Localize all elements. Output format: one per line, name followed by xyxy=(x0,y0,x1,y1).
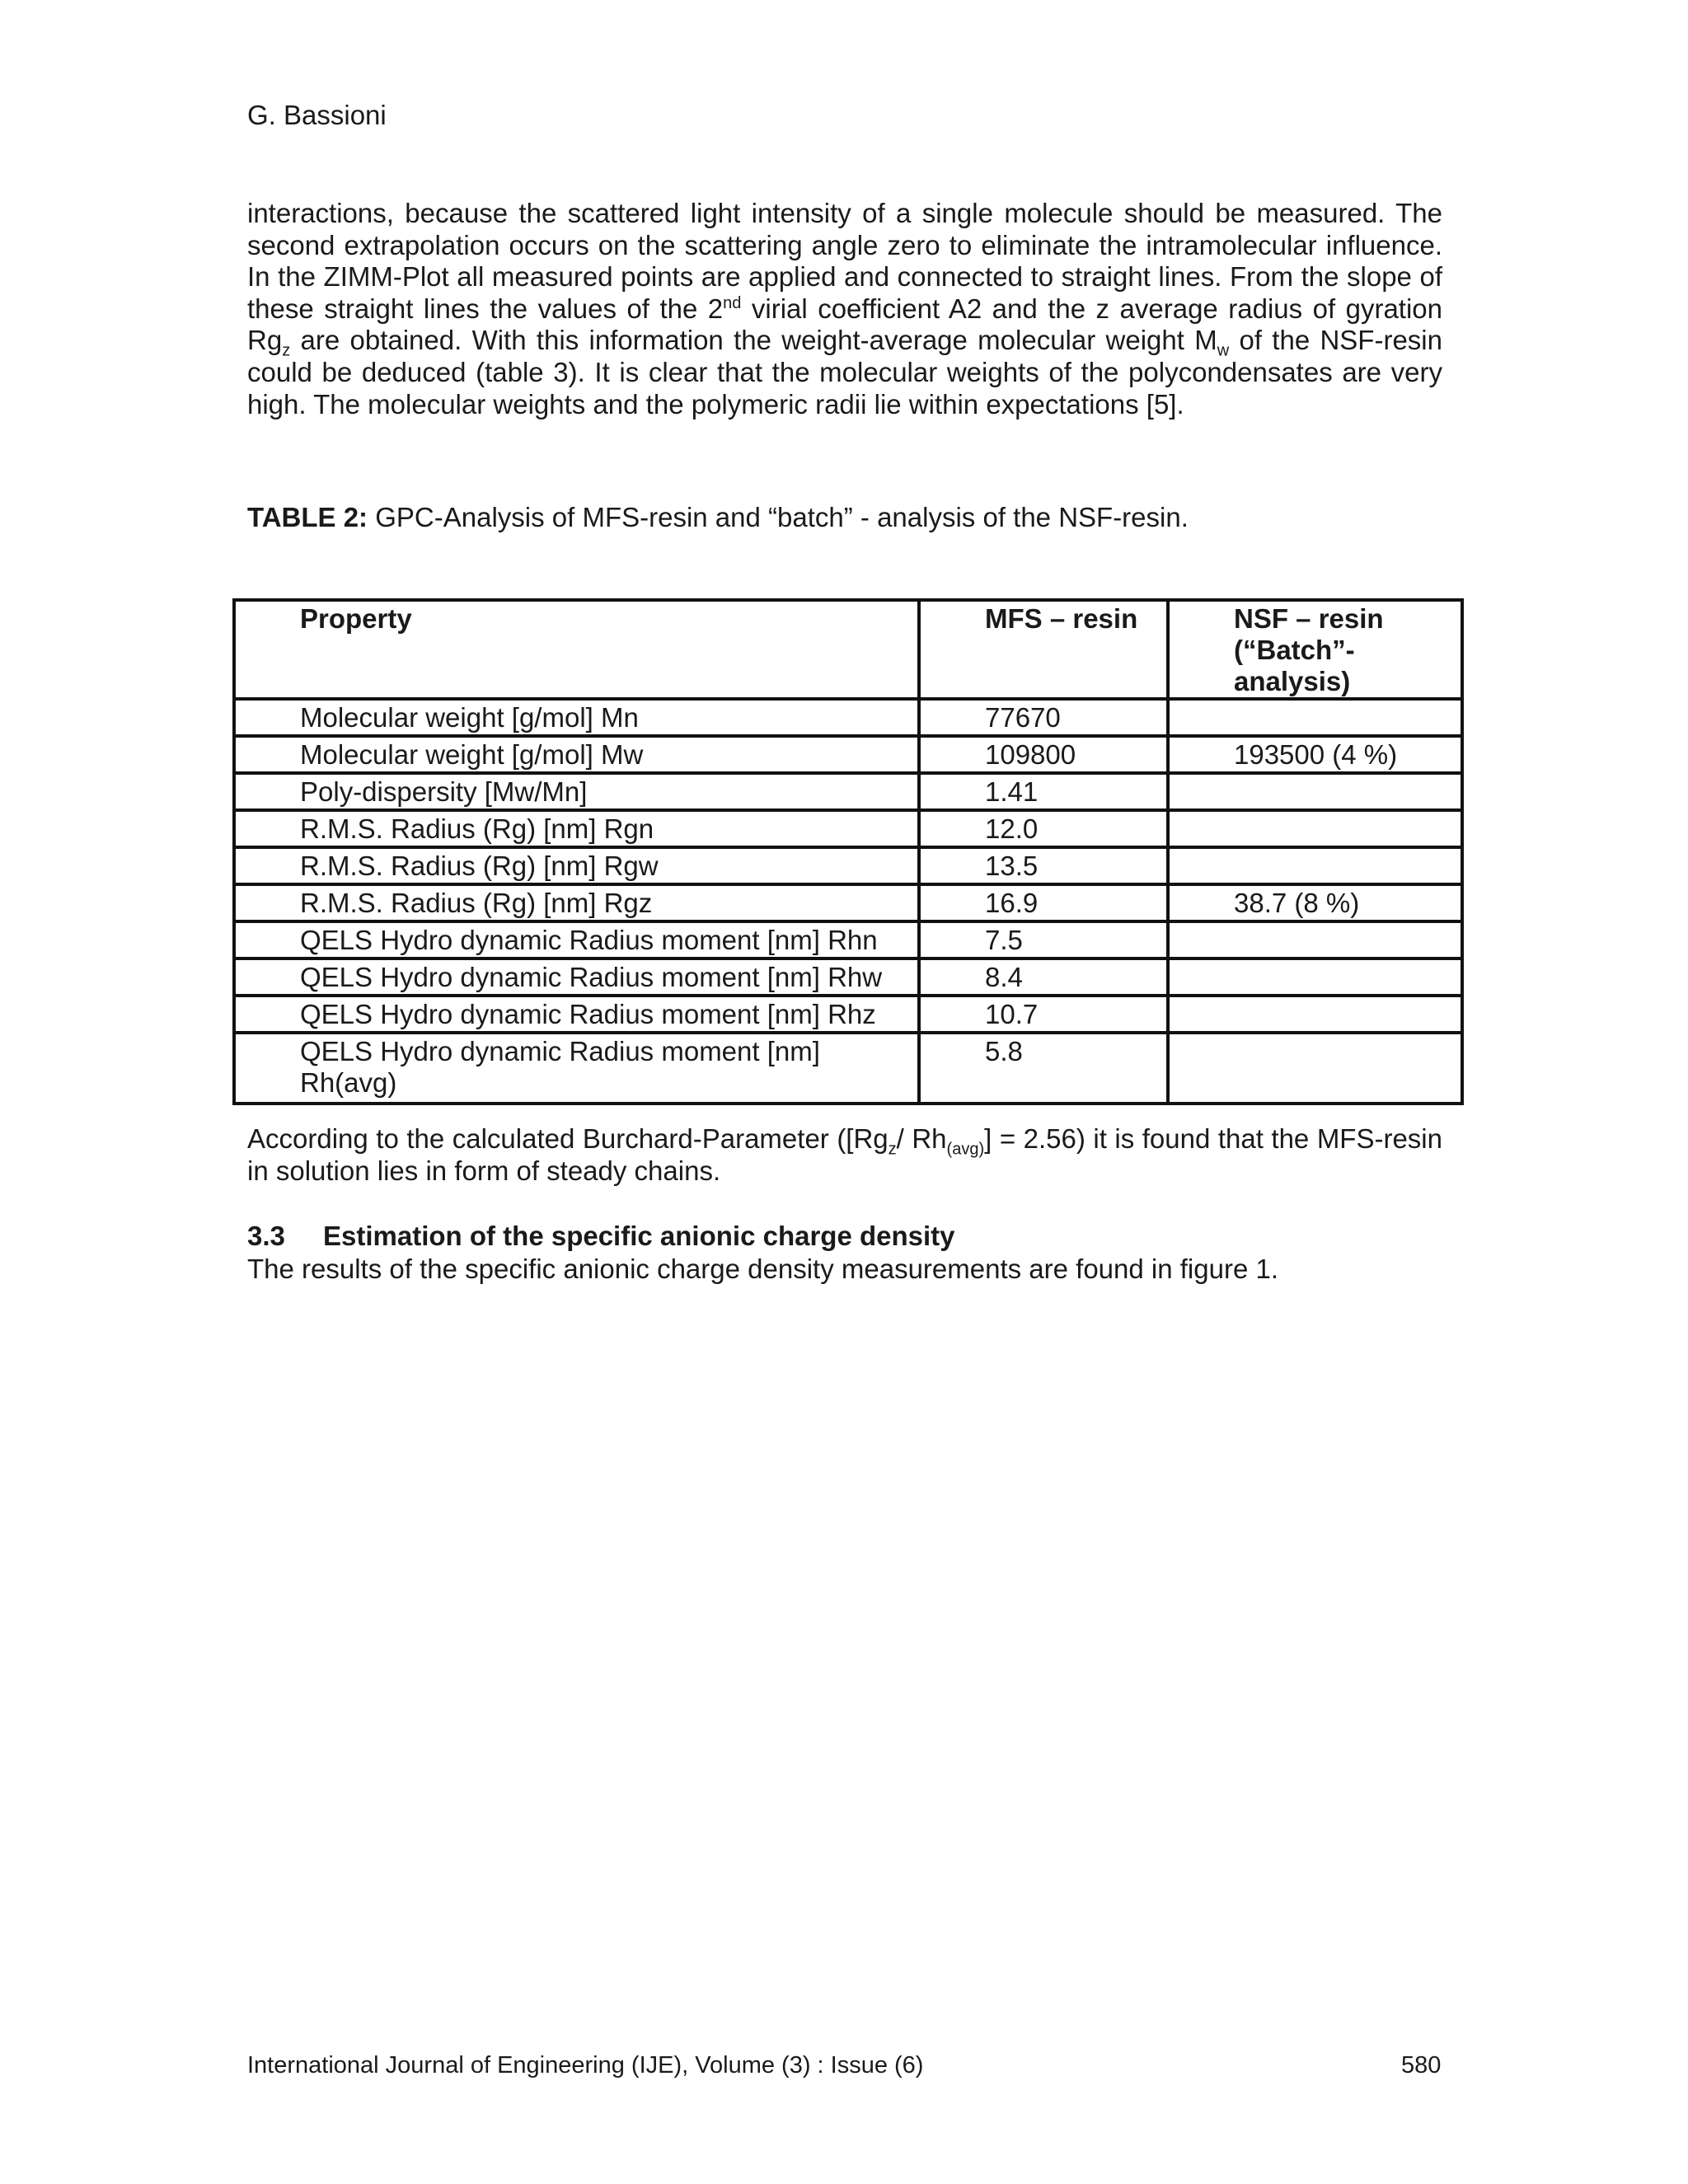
para1-subscript-z: z xyxy=(282,341,291,360)
table-cell-nsf xyxy=(1168,773,1462,810)
table-cell-mfs: 10.7 xyxy=(919,996,1168,1033)
table-cell-nsf xyxy=(1168,1033,1462,1104)
para2-subscript-avg: (avg) xyxy=(946,1140,985,1159)
table-row xyxy=(234,847,1462,884)
column-header-property: Property xyxy=(234,600,919,699)
table-cell-mfs: 16.9 xyxy=(919,884,1168,921)
table-cell-mfs: 8.4 xyxy=(919,958,1168,996)
table-cell-property: Poly-dispersity [Mw/Mn] xyxy=(234,773,919,810)
para2-subscript-z: z xyxy=(888,1140,897,1159)
running-header-author: G. Bassioni xyxy=(247,100,387,130)
para2-text-1: According to the calculated Burchard-Parameter ([Rg xyxy=(247,1123,889,1154)
table-cell-nsf xyxy=(1168,996,1462,1033)
table-cell-mfs: 13.5 xyxy=(919,847,1168,884)
table-caption xyxy=(247,501,1189,534)
table-caption-text: GPC-Analysis of MFS-resin and “batch” - analysis of the NSF-resin. xyxy=(368,502,1189,532)
footer-page-number: 580 xyxy=(1401,2052,1442,2079)
table-row xyxy=(234,736,1462,773)
para1-text-1: interactions, because the scattered light intensity of a single molecule should be measured. The second extrapolation occurs on the scattering angle zero to eliminate the intramolecular influence. In the ZIMM-Plot all measured points are applied and connected to straight lines. From the slope of these straight lines the values of the 2 xyxy=(247,198,1442,324)
para1-superscript: nd xyxy=(723,293,742,312)
table-cell-nsf: 38.7 (8 %) xyxy=(1168,884,1462,921)
gpc-analysis-table xyxy=(232,598,1464,1105)
para1-text-2: virial coefficient A2 and the z average radius of gyration Rg xyxy=(247,293,1442,356)
para1-text-4: of the NSF-resin could be deduced (table 3). It is clear that the molecular weights of the polycondensates are very high. The molecular weights and the polymeric radii lie within expectations [5]. xyxy=(247,325,1442,419)
table-cell-mfs: 109800 xyxy=(919,736,1168,773)
table-cell-nsf xyxy=(1168,810,1462,847)
para2-text-2: / Rh xyxy=(896,1123,947,1154)
body-paragraph-2 xyxy=(247,1122,1442,1187)
table-row xyxy=(234,958,1462,996)
table-row xyxy=(234,1033,1462,1104)
para1-subscript-w: w xyxy=(1217,341,1230,360)
table-caption-label: TABLE 2: xyxy=(247,502,368,532)
table-row xyxy=(234,996,1462,1033)
table-cell-property: R.M.S. Radius (Rg) [nm] Rgz xyxy=(234,884,919,921)
column-header-nsf-resin: NSF – resin (“Batch”-analysis) xyxy=(1168,600,1462,699)
section-number: 3.3 xyxy=(247,1221,285,1251)
table-cell-mfs: 12.0 xyxy=(919,810,1168,847)
table-cell-nsf: 193500 (4 %) xyxy=(1168,736,1462,773)
table-cell-mfs: 77670 xyxy=(919,699,1168,736)
table-cell-property: R.M.S. Radius (Rg) [nm] Rgw xyxy=(234,847,919,884)
table-row xyxy=(234,921,1462,958)
para2-text-3: ] = 2.56) it is found that the MFS-resin in solution lies in form of steady chains. xyxy=(247,1123,1442,1186)
body-paragraph-1 xyxy=(247,198,1442,420)
section-title: Estimation of the specific anionic charge density xyxy=(323,1221,955,1251)
table-cell-property: R.M.S. Radius (Rg) [nm] Rgn xyxy=(234,810,919,847)
table-header-row xyxy=(234,600,1462,699)
table-cell-mfs: 7.5 xyxy=(919,921,1168,958)
table-cell-nsf xyxy=(1168,958,1462,996)
para1-text-3: are obtained. With this information the weight-average molecular weight M xyxy=(290,325,1217,356)
table-cell-mfs: 1.41 xyxy=(919,773,1168,810)
table-row xyxy=(234,810,1462,847)
table-cell-mfs: 5.8 xyxy=(919,1033,1168,1104)
table-cell-property: QELS Hydro dynamic Radius moment [nm] Rhz xyxy=(234,996,919,1033)
footer-journal-citation: International Journal of Engineering (IJE), Volume (3) : Issue (6) xyxy=(247,2052,924,2079)
table-row xyxy=(234,773,1462,810)
table-cell-property: Molecular weight [g/mol] Mn xyxy=(234,699,919,736)
table-cell-property: QELS Hydro dynamic Radius moment [nm] Rhn xyxy=(234,921,919,958)
table-cell-nsf xyxy=(1168,699,1462,736)
table-row xyxy=(234,699,1462,736)
table-cell-property: QELS Hydro dynamic Radius moment [nm] Rhw xyxy=(234,958,919,996)
table-cell-property: Molecular weight [g/mol] Mw xyxy=(234,736,919,773)
table-cell-nsf xyxy=(1168,921,1462,958)
section-heading xyxy=(247,1220,955,1253)
table-cell-nsf xyxy=(1168,847,1462,884)
table-row xyxy=(234,884,1462,921)
table-cell-property: QELS Hydro dynamic Radius moment [nm] Rh(avg) xyxy=(234,1033,919,1104)
body-paragraph-3: The results of the specific anionic charge density measurements are found in figure 1. xyxy=(247,1254,1279,1284)
column-header-mfs-resin: MFS – resin xyxy=(919,600,1168,699)
